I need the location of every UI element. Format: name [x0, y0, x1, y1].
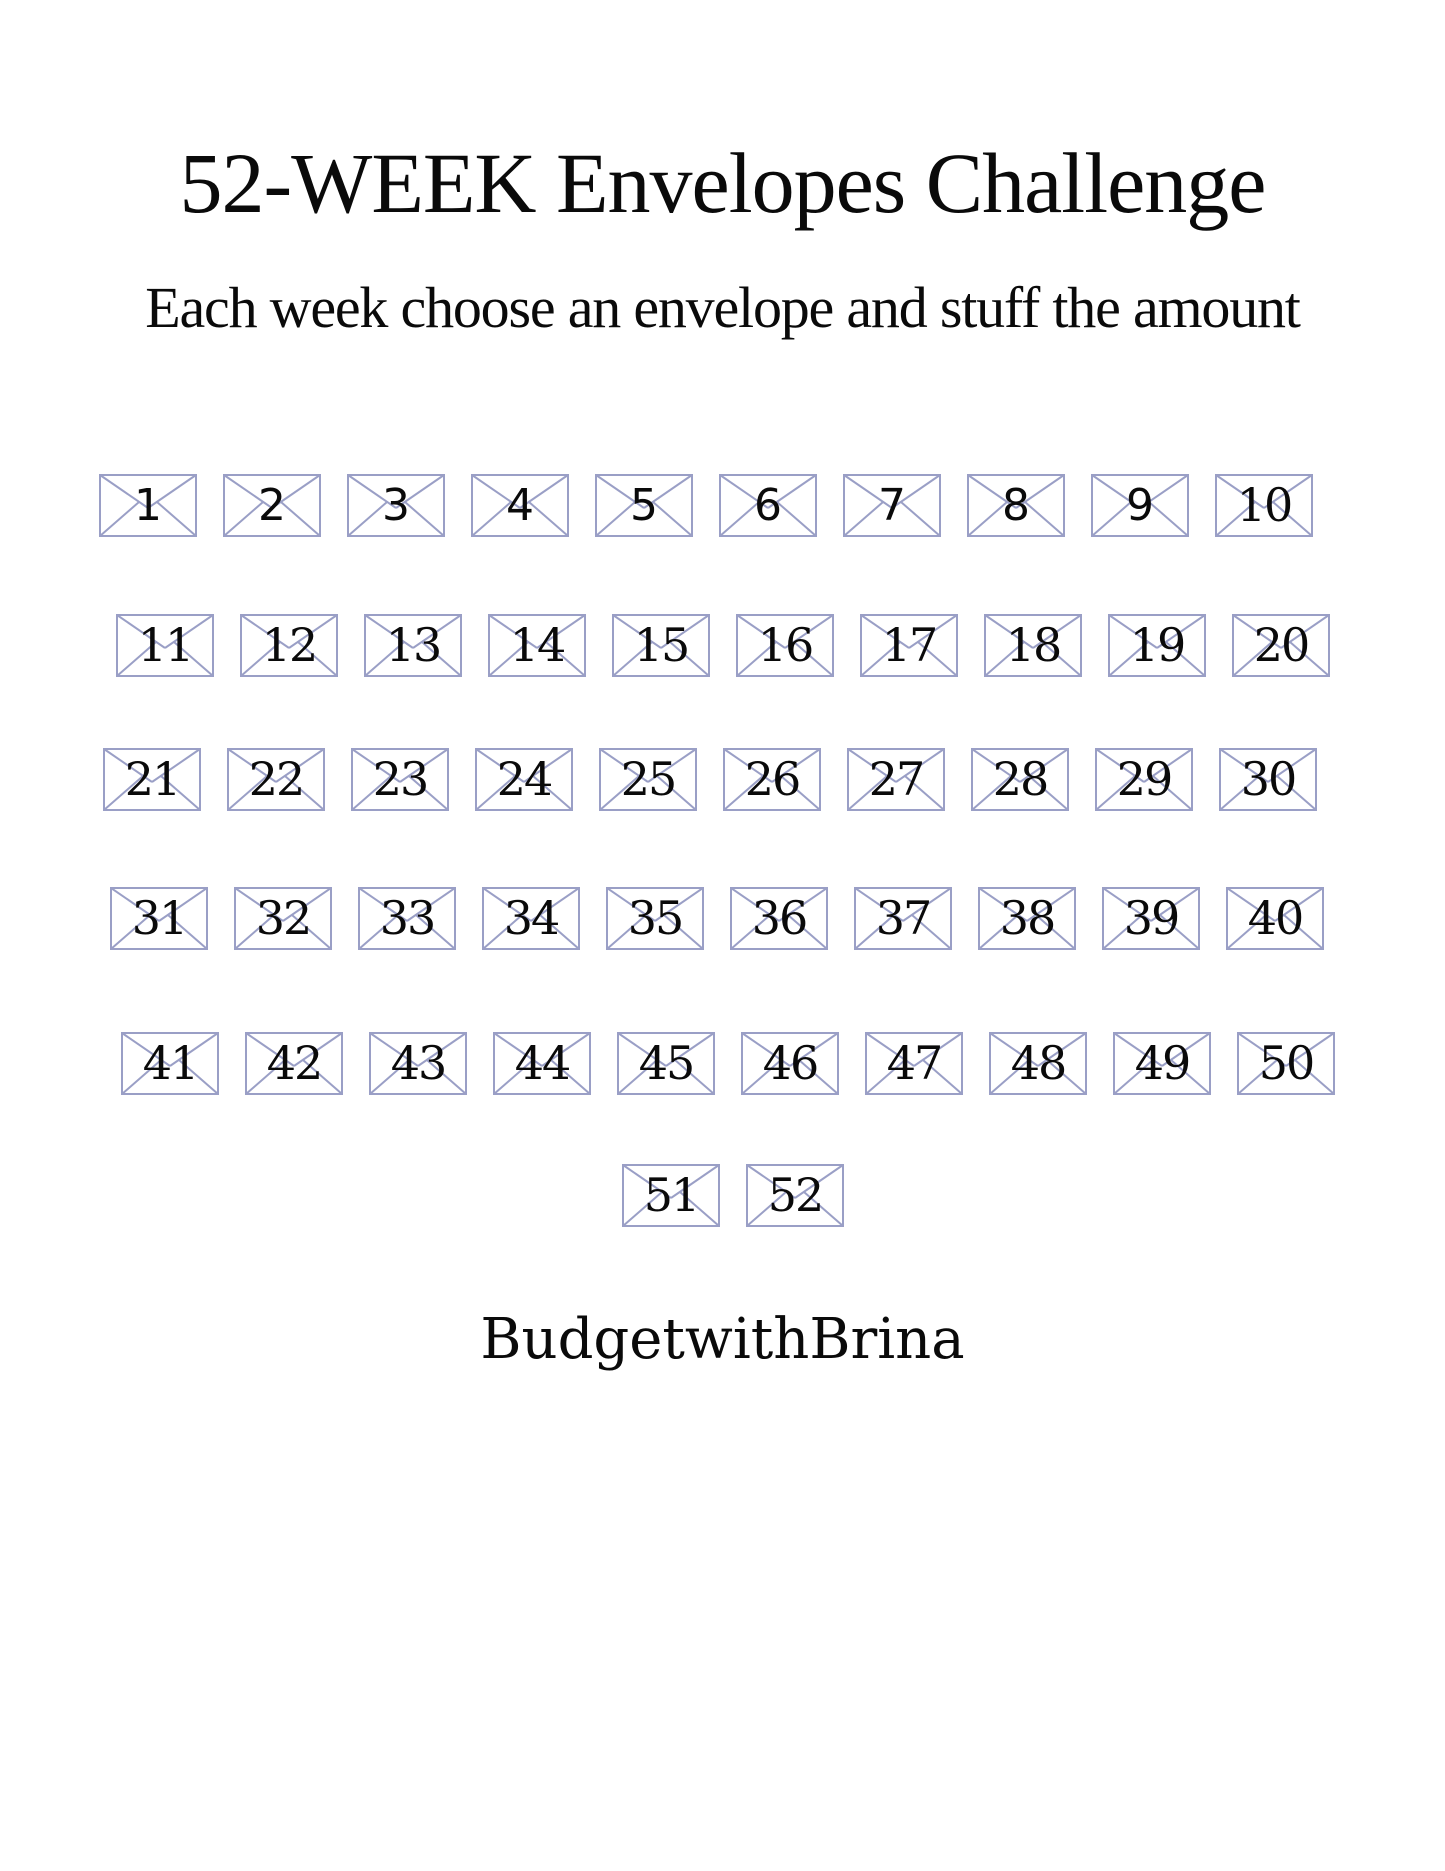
envelope-number: 41 — [142, 1036, 198, 1090]
envelope-number: 51 — [643, 1168, 699, 1222]
envelope-week-10[interactable] — [1215, 474, 1313, 537]
envelope-week-22[interactable] — [227, 748, 325, 811]
envelope-number: 44 — [514, 1036, 570, 1090]
envelope-week-23[interactable] — [351, 748, 449, 811]
envelope-week-30[interactable] — [1219, 748, 1317, 811]
envelope-number: 32 — [255, 891, 311, 945]
envelope-number: 17 — [881, 618, 937, 672]
envelope-week-52[interactable] — [746, 1164, 844, 1227]
envelope-week-24[interactable] — [475, 748, 573, 811]
envelope-number: 21 — [124, 752, 180, 806]
envelope-week-41[interactable] — [121, 1032, 219, 1095]
envelope-week-44[interactable] — [493, 1032, 591, 1095]
brand-footer: BudgetwithBrina — [480, 1307, 965, 1372]
envelope-week-34[interactable] — [482, 887, 580, 950]
envelope-number: 24 — [496, 752, 552, 806]
envelope-week-19[interactable] — [1108, 614, 1206, 677]
envelope-number: 8 — [1002, 480, 1030, 531]
envelope-number: 11 — [137, 618, 193, 672]
envelope-number: 45 — [638, 1036, 694, 1090]
page-title: 52-WEEK Envelopes Challenge — [179, 135, 1266, 231]
envelope-week-25[interactable] — [599, 748, 697, 811]
envelope-number: 38 — [999, 891, 1055, 945]
envelope-week-36[interactable] — [730, 887, 828, 950]
envelope-number: 37 — [875, 891, 931, 945]
envelope-number: 28 — [992, 752, 1048, 806]
envelope-week-39[interactable] — [1102, 887, 1200, 950]
envelope-number: 19 — [1129, 618, 1185, 672]
envelope-number: 48 — [1010, 1036, 1066, 1090]
envelope-number: 31 — [131, 891, 187, 945]
envelope-week-8[interactable] — [967, 474, 1065, 537]
envelope-week-12[interactable] — [240, 614, 338, 677]
envelope-number: 13 — [385, 618, 441, 672]
envelope-week-16[interactable] — [736, 614, 834, 677]
envelope-week-14[interactable] — [488, 614, 586, 677]
envelope-number: 26 — [744, 752, 800, 806]
envelope-week-43[interactable] — [369, 1032, 467, 1095]
envelope-number: 40 — [1247, 891, 1303, 945]
envelope-week-21[interactable] — [103, 748, 201, 811]
page-subtitle: Each week choose an envelope and stuff the amount — [145, 275, 1300, 340]
envelope-number: 6 — [754, 480, 782, 531]
envelope-week-38[interactable] — [978, 887, 1076, 950]
envelope-week-31[interactable] — [110, 887, 208, 950]
envelope-week-26[interactable] — [723, 748, 821, 811]
envelope-number: 22 — [248, 752, 304, 806]
envelope-number: 9 — [1126, 480, 1154, 531]
envelope-number: 34 — [503, 891, 559, 945]
envelope-week-48[interactable] — [989, 1032, 1087, 1095]
envelope-week-5[interactable] — [595, 474, 693, 537]
envelope-week-4[interactable] — [471, 474, 569, 537]
envelope-week-32[interactable] — [234, 887, 332, 950]
envelope-number: 2 — [258, 480, 286, 531]
envelope-week-9[interactable] — [1091, 474, 1189, 537]
envelope-number: 50 — [1258, 1036, 1314, 1090]
envelope-week-49[interactable] — [1113, 1032, 1211, 1095]
envelope-number: 52 — [767, 1168, 823, 1222]
envelope-week-47[interactable] — [865, 1032, 963, 1095]
envelope-number: 43 — [390, 1036, 446, 1090]
envelope-week-13[interactable] — [364, 614, 462, 677]
envelope-number: 16 — [757, 618, 813, 672]
envelope-number: 36 — [751, 891, 807, 945]
envelope-number: 35 — [627, 891, 683, 945]
envelope-week-46[interactable] — [741, 1032, 839, 1095]
envelope-number: 47 — [886, 1036, 942, 1090]
envelope-week-2[interactable] — [223, 474, 321, 537]
envelope-number: 23 — [372, 752, 428, 806]
envelope-week-7[interactable] — [843, 474, 941, 537]
envelope-week-42[interactable] — [245, 1032, 343, 1095]
envelope-number: 20 — [1253, 618, 1309, 672]
envelope-number: 39 — [1123, 891, 1179, 945]
envelope-week-11[interactable] — [116, 614, 214, 677]
envelope-week-51[interactable] — [622, 1164, 720, 1227]
envelope-week-6[interactable] — [719, 474, 817, 537]
envelope-week-45[interactable] — [617, 1032, 715, 1095]
envelope-week-33[interactable] — [358, 887, 456, 950]
envelope-number: 15 — [633, 618, 689, 672]
envelope-number: 49 — [1134, 1036, 1190, 1090]
envelope-week-28[interactable] — [971, 748, 1069, 811]
envelope-number: 10 — [1236, 478, 1292, 532]
envelope-number: 46 — [762, 1036, 818, 1090]
envelope-number: 29 — [1116, 752, 1172, 806]
envelope-number: 18 — [1005, 618, 1061, 672]
envelope-number: 42 — [266, 1036, 322, 1090]
envelope-number: 14 — [509, 618, 565, 672]
envelope-week-3[interactable] — [347, 474, 445, 537]
envelope-week-17[interactable] — [860, 614, 958, 677]
envelope-week-27[interactable] — [847, 748, 945, 811]
envelope-week-50[interactable] — [1237, 1032, 1335, 1095]
envelope-week-15[interactable] — [612, 614, 710, 677]
envelope-week-29[interactable] — [1095, 748, 1193, 811]
envelope-number: 33 — [379, 891, 435, 945]
envelope-number: 5 — [630, 480, 658, 531]
envelope-number: 1 — [134, 480, 162, 531]
envelope-number: 12 — [261, 618, 317, 672]
envelope-number: 30 — [1240, 752, 1296, 806]
envelope-week-35[interactable] — [606, 887, 704, 950]
envelope-number: 3 — [382, 480, 410, 531]
envelope-week-18[interactable] — [984, 614, 1082, 677]
envelope-number: 27 — [868, 752, 924, 806]
envelope-number: 7 — [878, 480, 906, 531]
envelope-week-20[interactable] — [1232, 614, 1330, 677]
envelope-week-37[interactable] — [854, 887, 952, 950]
envelope-number: 4 — [506, 480, 534, 531]
envelope-number: 25 — [620, 752, 676, 806]
envelope-week-1[interactable] — [99, 474, 197, 537]
envelope-week-40[interactable] — [1226, 887, 1324, 950]
